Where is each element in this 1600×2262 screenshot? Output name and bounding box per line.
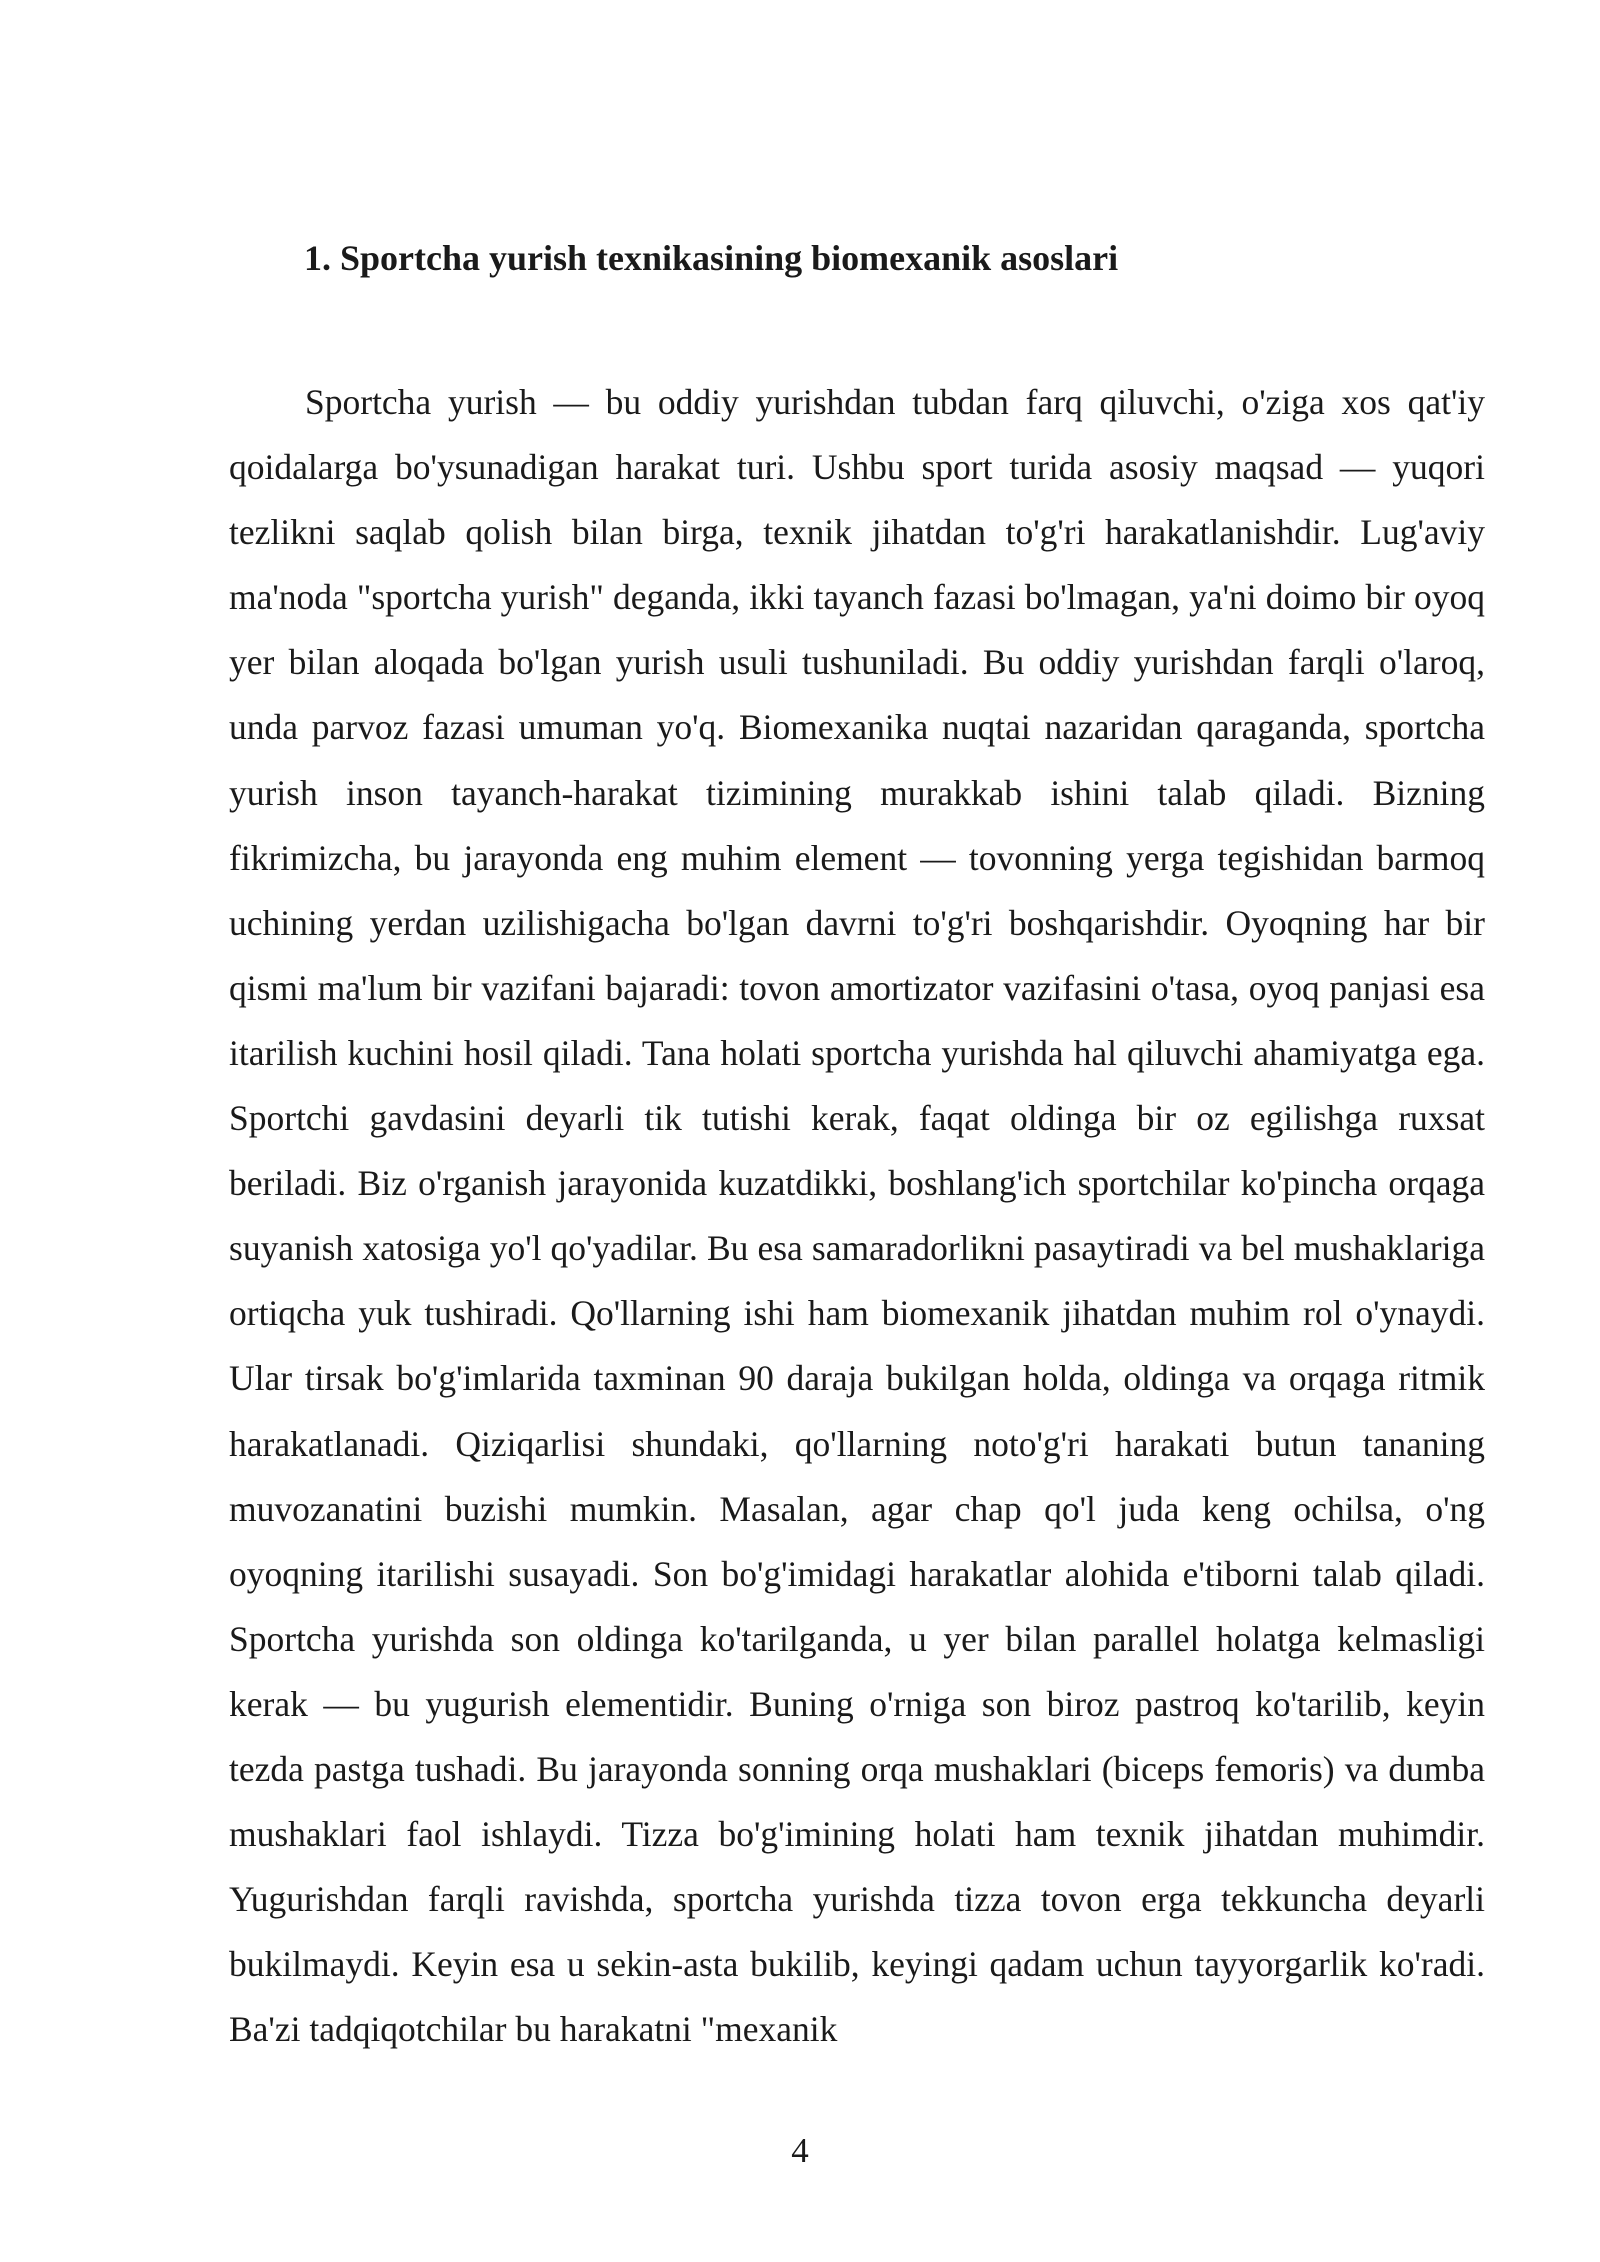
- page-number: 4: [791, 2131, 809, 2170]
- body-paragraph: Sportcha yurish — bu oddiy yurishdan tubdan farq qiluvchi, o'ziga xos qat'iy qoidalarga bo'ysunadigan harakat turi. Ushbu sport turida asosiy maqsad — yuqori tezlikni saqlab qolish bilan birga, texnik jihatdan to'g'ri harakatlanishdir. Lug'aviy ma'noda "sportcha yurish" deganda, ikki tayanch fazasi bo'lmagan, ya'ni doimo bir oyoq yer bilan aloqada bo'lgan yurish usuli tushuniladi. Bu oddiy yurishdan farqli o'laroq, unda parvoz fazasi umuman yo'q. Biomexanika nuqtai nazaridan qaraganda, sportcha yurish inson tayanch-harakat tizimining murakkab ishini talab qiladi. Bizning fikrimizcha, bu jarayonda eng muhim element — tovonning yerga tegishidan barmoq uchining yerdan uzilishigacha bo'lgan davrni to'g'ri boshqarishdir. Oyoqning har bir qismi ma'lum bir vazifani bajaradi: tovon amortizator vazifasini o'tasa, oyoq panjasi esa itarilish kuchini hosil qiladi. Tana holati sportcha yurishda hal qiluvchi ahamiyatga ega. Sportchi gavdasini deyarli tik tutishi kerak, faqat oldinga bir oz egilishga ruxsat beriladi. Biz o'rganish jarayonida kuzatdikki, boshlang'ich sportchilar ko'pincha orqaga suyanish xatosiga yo'l qo'yadilar. Bu esa samaradorlikni pasaytiradi va bel mushaklariga ortiqcha yuk tushiradi. Qo'llarning ishi ham biomexanik jihatdan muhim rol o'ynaydi. Ular tirsak bo'g'imlarida taxminan 90 daraja bukilgan holda, oldinga va orqaga ritmik harakatlanadi. Qiziqarlisi shundaki, qo'llarning noto'g'ri harakati butun tananing muvozanatini buzishi mumkin. Masalan, agar chap qo'l juda keng ochilsa, o'ng oyoqning itarilishi susayadi. Son bo'g'imidagi harakatlar alohida e'tiborni talab qiladi. Sportcha yurishda son oldinga ko'tarilganda, u yer bilan parallel holatga kelmasligi kerak — bu yugurish elementidir. Buning o'rniga son biroz pastroq ko'tarilib, keyin tezda pastga tushadi. Bu jarayonda sonning orqa mushaklari (biceps femoris) va dumba mushaklari faol ishlaydi. Tizza bo'g'imining holati ham texnik jihatdan muhimdir. Yugurishdan farqli ravishda, sportcha yurishda tizza tovon erga tekkuncha deyarli bukilmaydi. Keyin esa u sekin-asta bukilib, keyingi qadam uchun tayyorgarlik ko'radi. Ba'zi tadqiqotchilar bu harakatni "mexanik: [229, 382, 1485, 2050]
- section-heading: 1. Sportcha yurish texnikasining biomexanik asoslari: [304, 238, 1119, 278]
